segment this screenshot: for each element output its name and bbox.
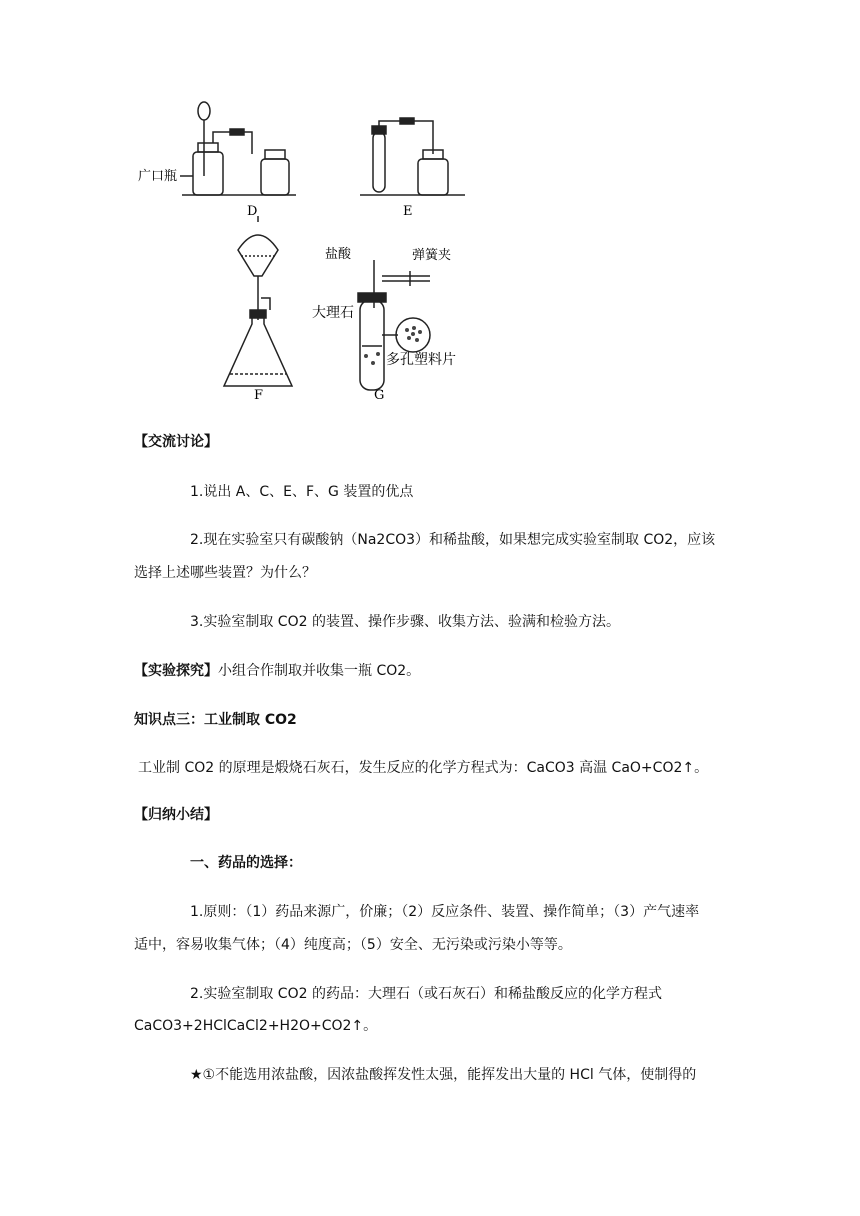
explore-heading: 【实验探究】	[134, 663, 218, 679]
apparatus-drawing	[120, 88, 500, 414]
discussion-q2-line1: 2.现在实验室只有碳酸钠（Na2CO3）和稀盐酸，如果想完成实验室制取 CO2，应该	[190, 532, 716, 548]
knowledge-text: 工业制 CO2 的原理是煅烧石灰石，发生反应的化学方程式为：CaCO3 高温 CaO+CO2↑。	[138, 760, 709, 776]
summary-subheading: 一、药品的选择：	[190, 855, 302, 871]
summary-p1-line1: 1.原则：（1）药品来源广，价廉；（2）反应条件、装置、操作简单；（3）产气速率	[190, 904, 700, 920]
summary-p1-line2: 适中，容易收集气体；（4）纯度高；（5）安全、无污染或污染小等等。	[134, 937, 572, 953]
apparatus-e	[360, 118, 465, 195]
summary-p3-line1: ★①不能选用浓盐酸，因浓盐酸挥发性太强，能挥发出大量的 HCl 气体，使制得的	[190, 1067, 697, 1083]
clip-label: 弹簧夹	[412, 248, 452, 263]
explore-text: 小组合作制取并收集一瓶 CO2。	[218, 663, 421, 679]
discussion-q1: 1.说出 A、C、E、F、G 装置的优点	[190, 484, 414, 500]
apparatus-d	[180, 102, 296, 195]
discussion-q2-line2: 选择上述哪些装置？为什么？	[134, 565, 316, 581]
discussion-heading: 【交流讨论】	[134, 434, 218, 450]
summary-p2-line2: CaCO3+2HClCaCl2+H2O+CO2↑。	[134, 1018, 378, 1034]
label-g: G	[374, 388, 385, 403]
acid-label: 盐酸	[325, 247, 352, 262]
apparatus-figure	[120, 88, 500, 414]
label-f: F	[254, 388, 264, 403]
summary-p2-line1: 2.实验室制取 CO2 的药品：大理石（或石灰石）和稀盐酸反应的化学方程式	[190, 986, 662, 1002]
label-d: D	[247, 204, 258, 219]
apparatus-f	[224, 216, 292, 386]
discussion-q3: 3.实验室制取 CO2 的装置、操作步骤、收集方法、验满和检验方法。	[190, 614, 620, 630]
apparatus-g	[358, 260, 430, 390]
knowledge-heading: 知识点三：工业制取 CO2	[134, 712, 297, 728]
marble-label: 大理石	[312, 305, 354, 321]
wide-bottle-label: 广口瓶	[138, 169, 178, 184]
porous-plate-label: 多孔塑料片	[386, 352, 456, 368]
summary-heading: 【归纳小结】	[134, 807, 218, 823]
label-e: E	[403, 204, 413, 219]
explore-paragraph	[134, 661, 420, 681]
